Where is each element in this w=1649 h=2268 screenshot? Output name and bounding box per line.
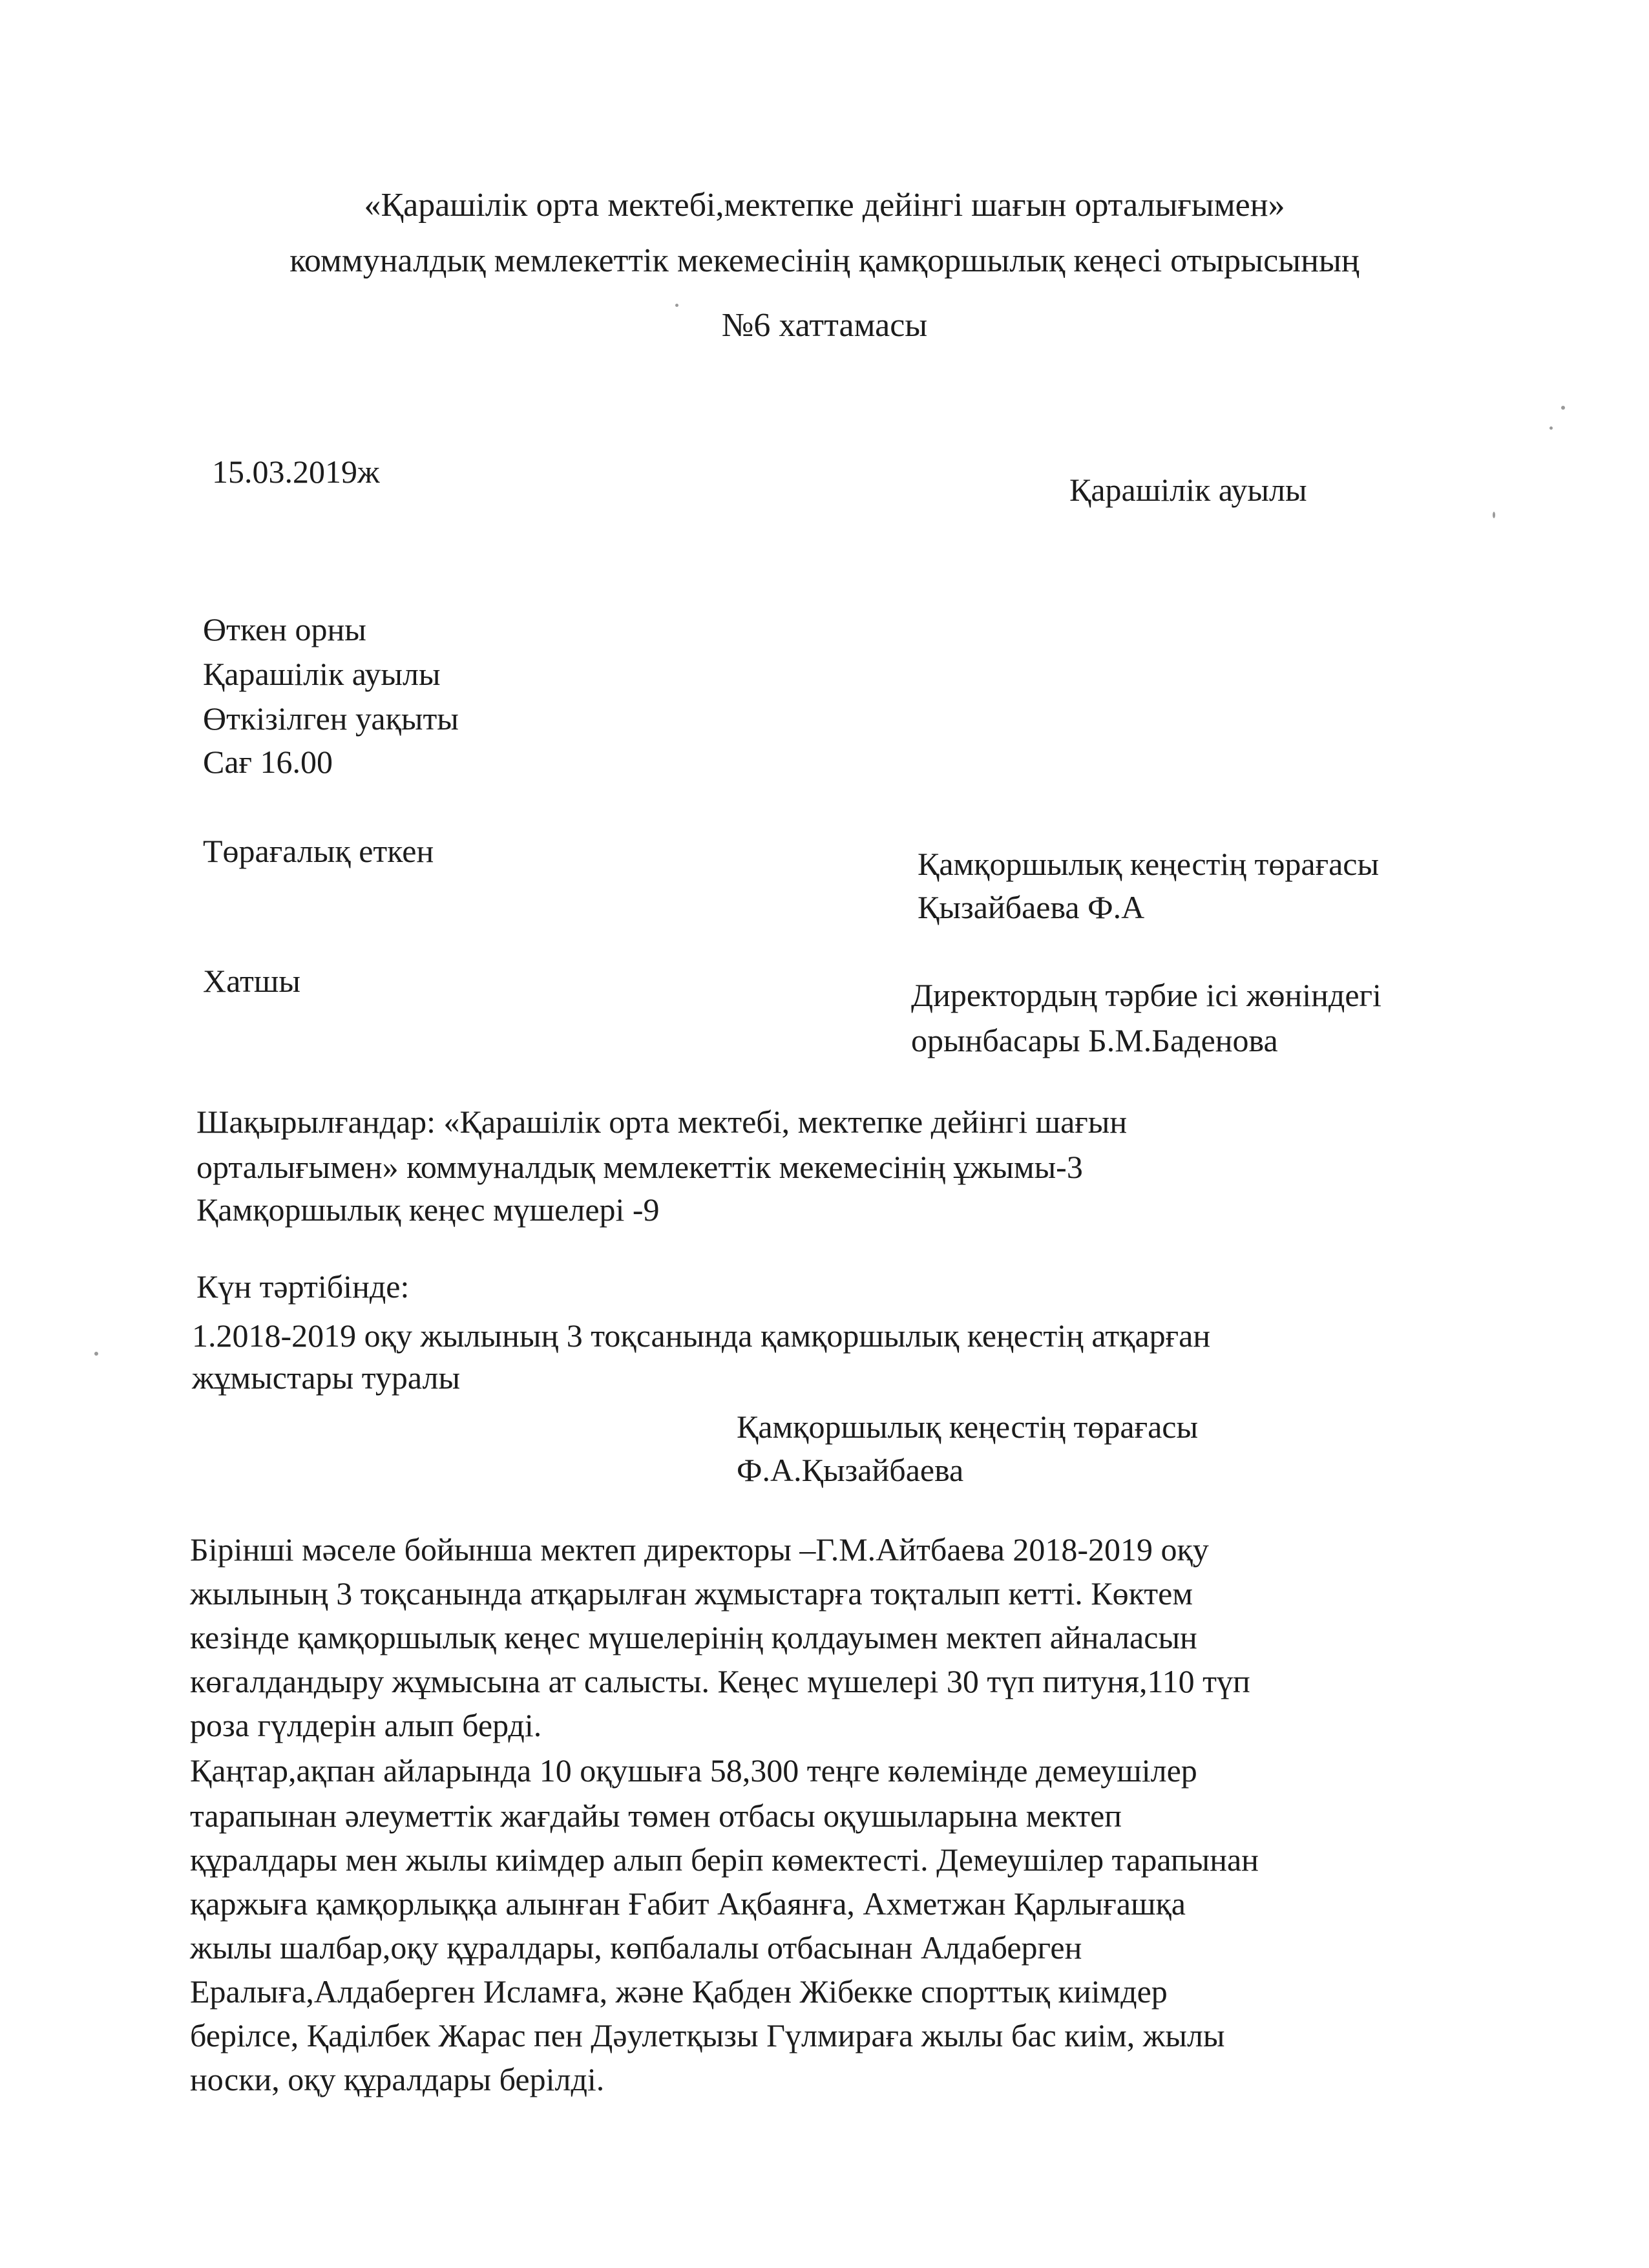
body-line: носки, оқу құралдары берілді. [190, 2061, 605, 2097]
body-line: Ералыға,Алдаберген Исламға, және Қабден Жібекке спорттық киімдер [190, 1973, 1168, 2010]
meeting-village: Қарашілік ауылы [1069, 472, 1307, 508]
body-line: роза гүлдерін алып берді. [190, 1707, 542, 1743]
scan-speck [1549, 426, 1553, 430]
secretary-role: Директордың тәрбие ісі жөніндегі [911, 977, 1381, 1013]
venue-value: Қарашілік ауылы [203, 656, 441, 692]
invited-line: орталығымен» коммуналдық мемлекеттік мекемесінің ұжымы-3 [196, 1149, 1083, 1185]
body-line: жылының 3 тоқсанында атқарылған жұмыстарға тоқталып кетті. Көктем [190, 1575, 1193, 1612]
body-line: Бірінші мәселе бойынша мектеп директоры –Г.М.Айтбаева 2018-2019 оқу [190, 1531, 1209, 1568]
body-line: көгалдандыру жұмысына ат салысты. Кеңес мүшелері 30 түп питуня,110 түп [190, 1663, 1250, 1699]
chair-name: Қызайбаева Ф.А [918, 889, 1145, 925]
body-line: Қаңтар,ақпан айларында 10 оқушыға 58,300 теңге көлемінде демеушілер [190, 1752, 1197, 1789]
agenda-speaker-name: Ф.А.Қызайбаева [737, 1452, 964, 1488]
scan-speck [675, 304, 678, 307]
chair-role: Қамқоршылық кеңестің төрағасы [918, 846, 1380, 882]
body-line: тарапынан әлеуметтік жағдайы төмен отбасы оқушыларына мектеп [190, 1798, 1122, 1834]
body-line: құралдары мен жылы киімдер алып беріп көмектесті. Демеушілер тарапынан [190, 1842, 1259, 1878]
header-title-line1: «Қарашілік орта мектебі,мектепке дейінгі шағын орталығымен» [364, 187, 1285, 224]
secretary-name: орынбасары Б.М.Баденова [911, 1022, 1278, 1058]
meeting-date: 15.03.2019ж [212, 454, 380, 490]
agenda-item-line: 1.2018-2019 оқу жылының 3 тоқсанында қамқоршылық кеңестің атқарған [192, 1318, 1211, 1354]
body-line: қаржыға қамқорлыққа алынған Ғабит Ақбаянға, Ахметжан Қарлығашқа [190, 1885, 1186, 1922]
agenda-title: Күн тәртібінде: [196, 1268, 410, 1305]
venue-label: Өткен орны [203, 611, 366, 647]
scan-speck [94, 1352, 98, 1356]
body-line: берілсе, Қаділбек Жарас пен Дәулетқызы Гүлмираға жылы бас киім, жылы [190, 2017, 1225, 2053]
agenda-item-line: жұмыстары туралы [192, 1360, 461, 1396]
time-value: Сағ 16.00 [203, 744, 333, 780]
invited-line: Шақырылғандар: «Қарашілік орта мектебі, мектепке дейінгі шағын [196, 1104, 1128, 1140]
scan-speck [1561, 406, 1565, 410]
body-line: жылы шалбар,оқу құралдары, көпбалалы отбасынан Алдаберген [190, 1929, 1082, 1966]
time-label: Өткізілген уақыты [203, 700, 459, 737]
protocol-number: №6 хаттамасы [721, 307, 928, 344]
agenda-speaker-role: Қамқоршылық кеңестің төрағасы [737, 1409, 1199, 1445]
secretary-label: Хатшы [203, 963, 300, 999]
header-title-line2: коммуналдық мемлекеттік мекемесінің қамқоршылық кеңесі отырысының [289, 242, 1360, 279]
chair-label: Төрағалық еткен [203, 833, 434, 869]
invited-line: Қамқоршылық кеңес мүшелері -9 [196, 1192, 660, 1228]
scan-speck [1493, 512, 1495, 518]
body-line: кезінде қамқоршылық кеңес мүшелерінің қолдауымен мектеп айналасын [190, 1619, 1197, 1655]
